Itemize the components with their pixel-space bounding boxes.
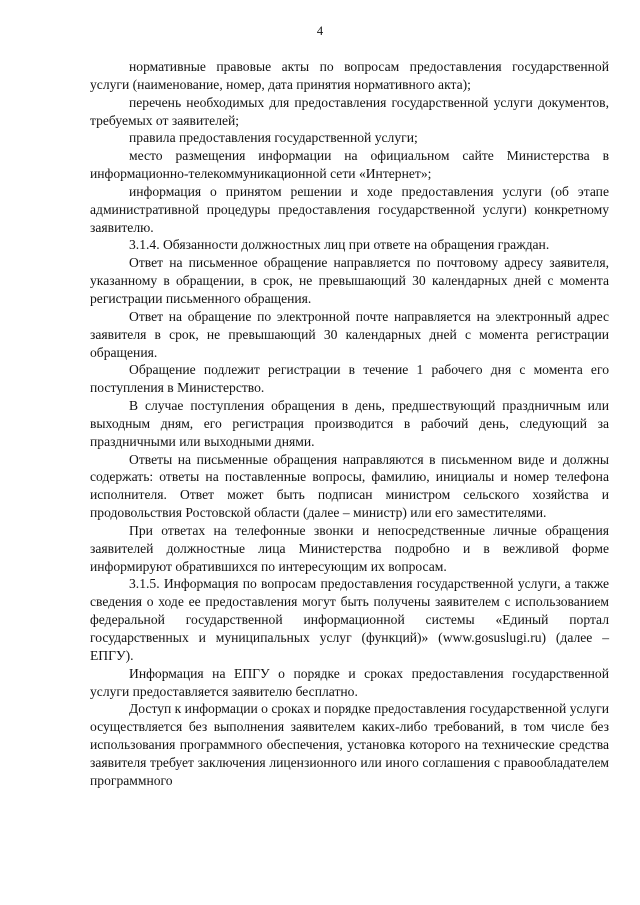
section-heading: 3.1.5. Информация по вопросам предоставления государственной услуги, а также сведения о ходе ее предоставления могут быть получены заявителем с использованием федеральной государственной информационной системы «Единый портал государственных и муниципальных услуг (функций)» (www.gosuslugi.ru) (далее – ЕПГУ).: [90, 576, 609, 663]
paragraph: В случае поступления обращения в день, предшествующий праздничным или выходным дням, его регистрация производится в рабочий день, следующий за праздничными или выходными днями.: [90, 398, 609, 449]
paragraph: правила предоставления государственной услуги;: [129, 130, 418, 146]
document-body: [90, 58, 609, 790]
paragraph: Информация на ЕПГУ о порядке и сроках предоставления государственной услуги предоставляется заявителю бесплатно.: [90, 665, 609, 699]
paragraph: Ответ на обращение по электронной почте направляется на электронный адрес заявителя в срок, не превышающий 30 календарных дней с момента регистрации обращения.: [90, 308, 609, 360]
paragraph: Обращение подлежит регистрации в течение 1 рабочего дня с момента его поступления в Министерство.: [90, 362, 609, 396]
paragraph: Доступ к информации о сроках и порядке предоставления государственной услуги осуществляется без выполнения заявителем каких-либо требований, в том числе без использования программного обеспечения, установка которого на технические средства заявителя требует заключения лицензионного или иного соглашения с правообладателем программного: [90, 701, 609, 788]
paragraph: При ответах на телефонные звонки и непосредственные личные обращения заявителей должностные лица Министерства подробно и в вежливой форме информируют обратившихся по интересующим их вопросам.: [90, 522, 609, 574]
paragraph: перечень необходимых для предоставления государственной услуги документов, требуемых от заявителей;: [90, 94, 609, 128]
paragraph: Ответ на письменное обращение направляется по почтовому адресу заявителя, указанному в обращении, в срок, не превышающий 30 календарных дней с момента регистрации письменного обращения.: [90, 255, 609, 306]
page-number: 4: [316, 24, 324, 38]
paragraph: место размещения информации на официальном сайте Министерства в информационно-телекоммуникационной сети «Интернет»;: [90, 148, 609, 182]
paragraph: информация о принятом решении и ходе предоставления услуги (об этапе административной процедуры предоставления государственной услуги) конкретному заявителю.: [90, 183, 609, 235]
paragraph: нормативные правовые акты по вопросам предоставления государственной услуги (наименование, номер, дата принятия нормативного акта);: [90, 59, 609, 92]
paragraph: Ответы на письменные обращения направляются в письменном виде и должны содержать: ответы на поставленные вопросы, фамилию, инициалы и номер телефона исполнителя. Ответ может быть подписан министром сельского хозяйства и продовольствия Ростовской области (далее – министр) или его заместителями.: [90, 451, 609, 521]
section-heading: 3.1.4. Обязанности должностных лиц при ответе на обращения граждан.: [129, 237, 550, 253]
